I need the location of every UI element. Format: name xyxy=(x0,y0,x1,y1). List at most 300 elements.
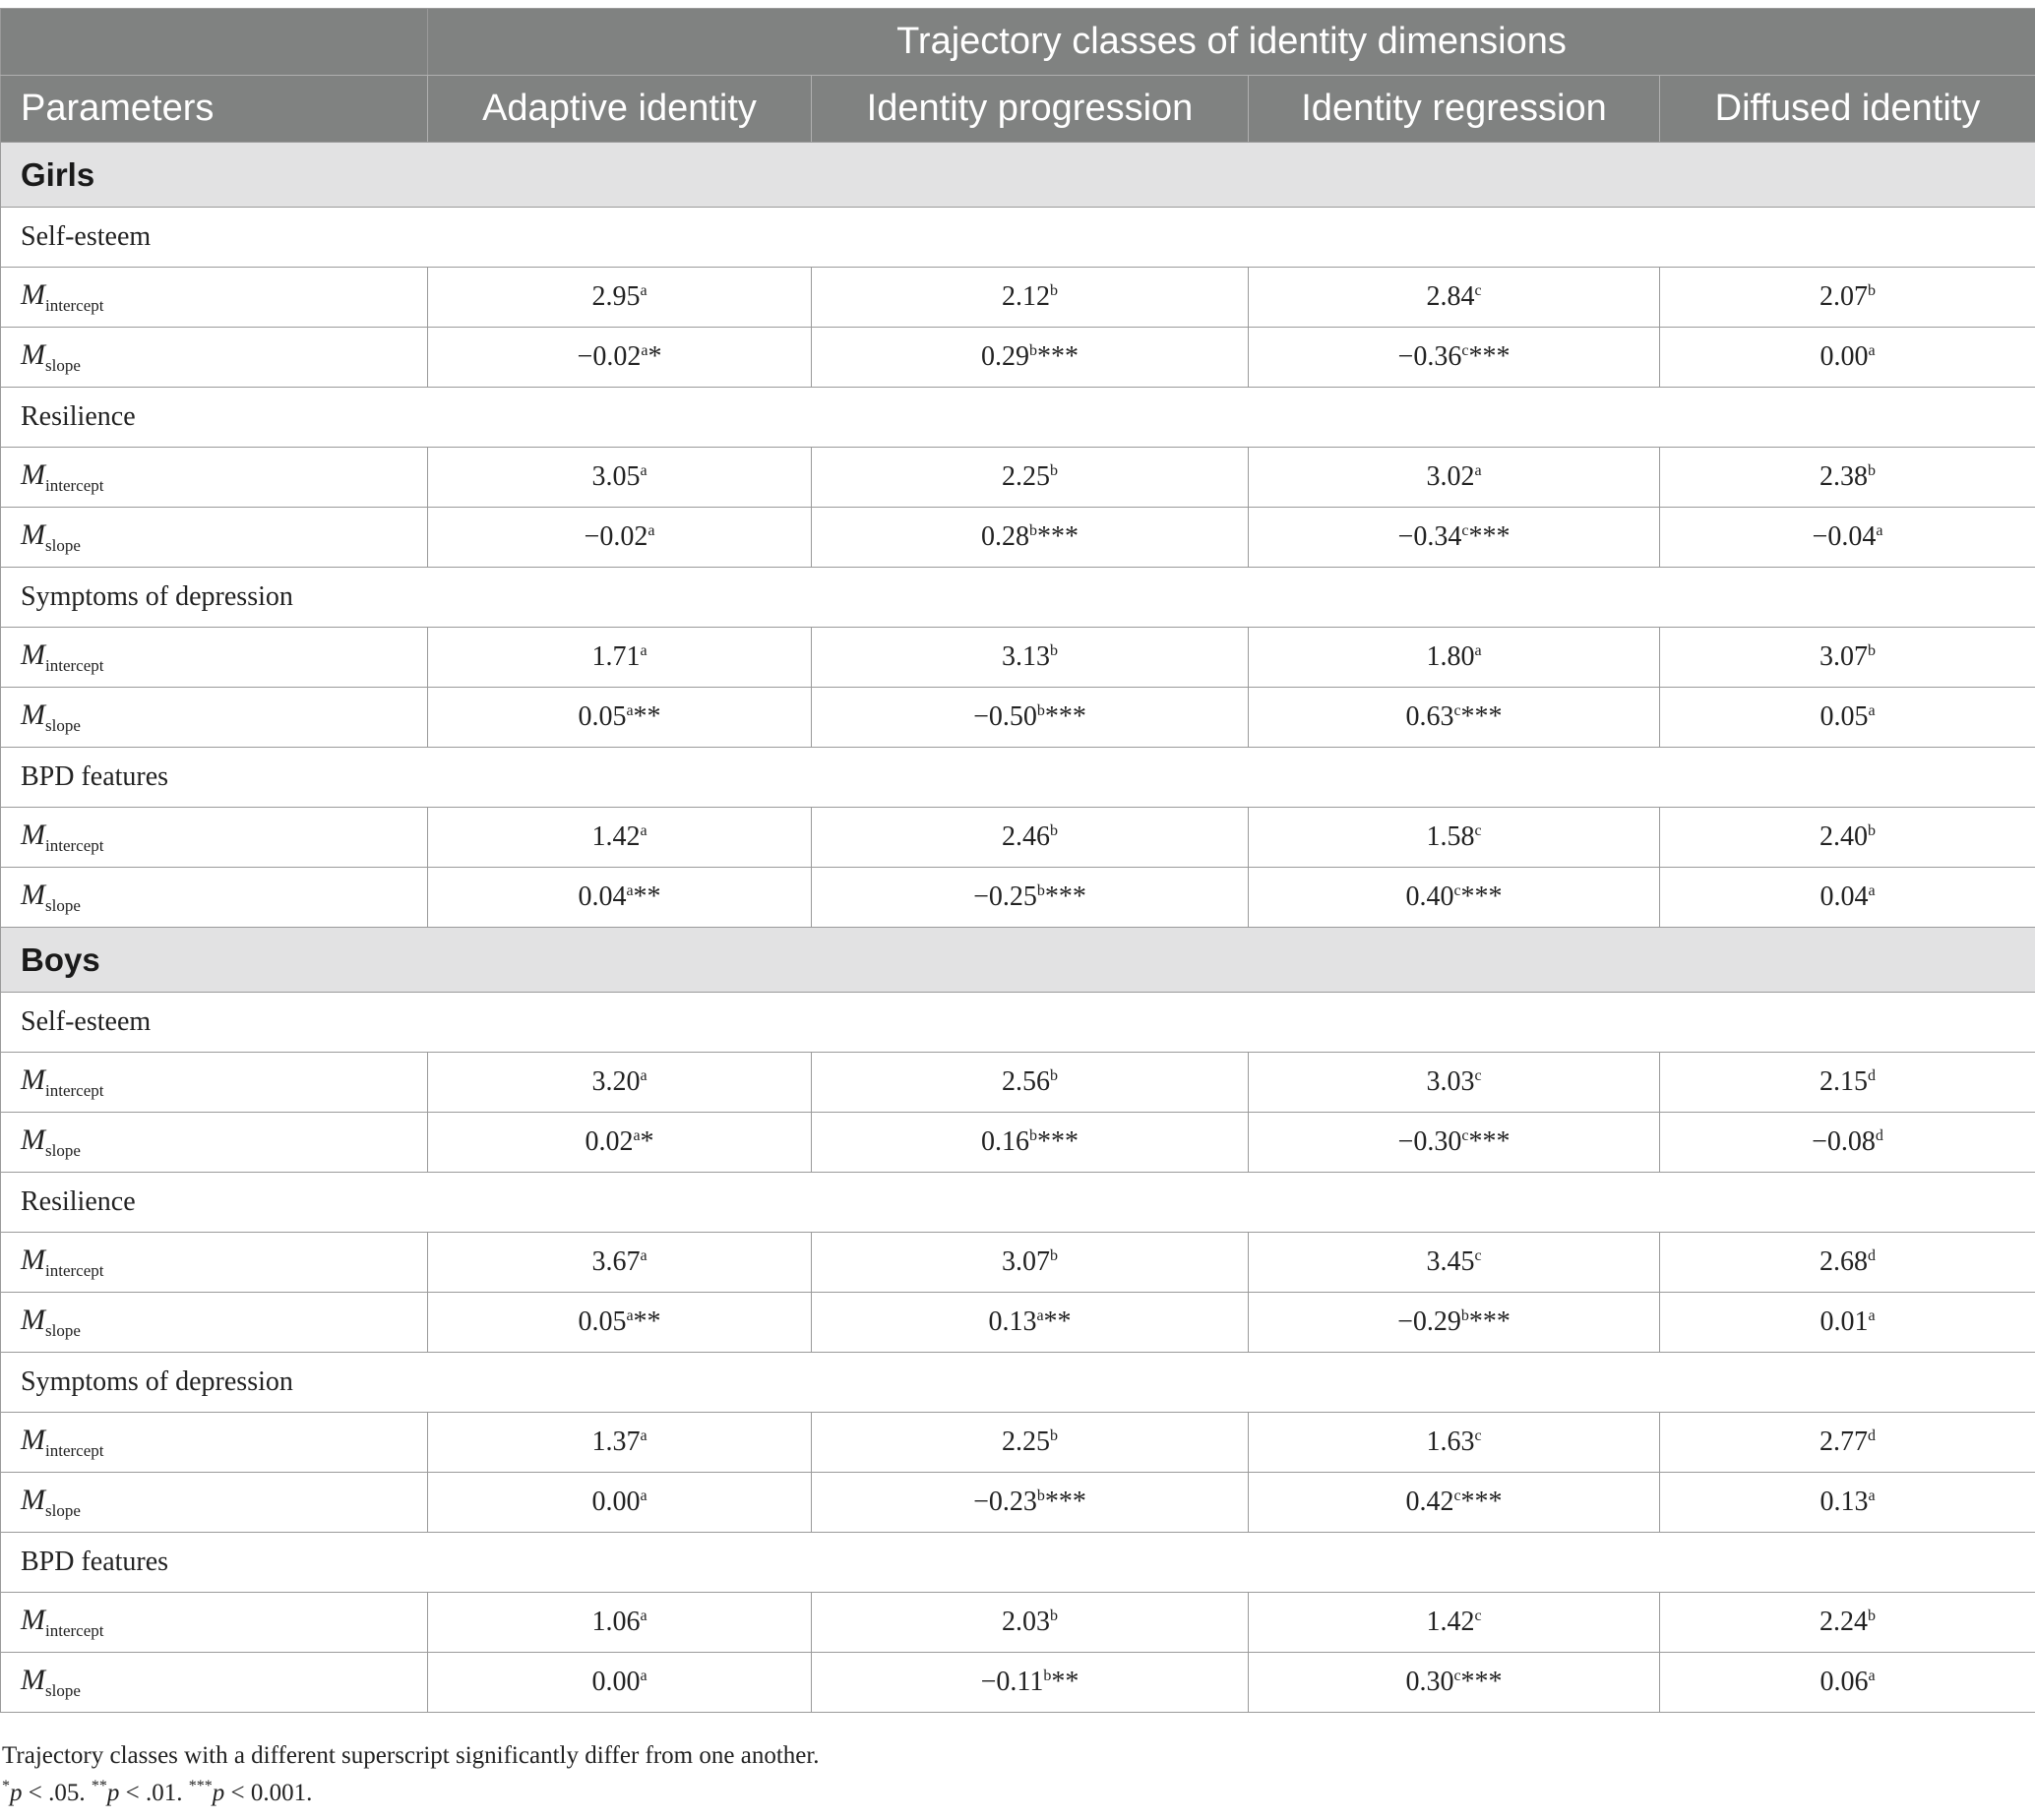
value-cell xyxy=(1660,328,2035,388)
param-cell xyxy=(1,688,428,748)
note-text-1: < .05. xyxy=(22,1780,86,1806)
cell-significance: *** xyxy=(1044,701,1086,732)
table-row xyxy=(1,1413,2035,1473)
cell-value: 2.40 xyxy=(1819,821,1868,852)
value-cell xyxy=(1249,1473,1660,1533)
measure-row xyxy=(1,568,2035,628)
cell-significance: * xyxy=(640,1126,654,1157)
cell-value: 2.68 xyxy=(1819,1246,1868,1277)
cell-superscript: c xyxy=(1474,282,1482,299)
cell-value: 0.29 xyxy=(981,341,1029,372)
cell-value: 0.13 xyxy=(1819,1486,1869,1517)
cell-value: 0.05 xyxy=(578,1306,627,1337)
cell-value: 3.13 xyxy=(1002,641,1050,672)
value-cell xyxy=(812,1293,1249,1353)
value-cell xyxy=(428,808,812,868)
cell-value: 1.42 xyxy=(591,821,641,852)
value-cell xyxy=(812,1233,1249,1293)
param-cell xyxy=(1,1053,428,1113)
cell-value: −0.36 xyxy=(1397,341,1462,372)
cell-value: 2.95 xyxy=(591,281,641,312)
cell-significance: *** xyxy=(1460,701,1503,732)
cell-superscript: b xyxy=(1050,642,1058,659)
value-cell xyxy=(812,1113,1249,1173)
cell-superscript: d xyxy=(1868,1067,1876,1084)
value-cell xyxy=(812,1473,1249,1533)
cell-value: 3.05 xyxy=(591,461,641,492)
table-row xyxy=(1,1113,2035,1173)
value-cell xyxy=(812,1413,1249,1473)
cell-value: 2.38 xyxy=(1819,461,1868,492)
param-cell xyxy=(1,1113,428,1173)
param-symbol: M xyxy=(21,1484,45,1516)
note-p-1: p xyxy=(10,1780,23,1806)
cell-superscript: a xyxy=(640,1067,648,1084)
cell-value: 2.12 xyxy=(1002,281,1050,312)
cell-superscript: c xyxy=(1474,1067,1482,1084)
cell-significance: *** xyxy=(1468,521,1511,552)
cell-value: 3.07 xyxy=(1002,1246,1050,1277)
value-cell xyxy=(428,1413,812,1473)
cell-superscript: c xyxy=(1453,1668,1461,1684)
cell-value: −0.11 xyxy=(980,1667,1044,1697)
param-symbol: M xyxy=(21,518,45,551)
cell-superscript: a xyxy=(1876,522,1883,539)
header-corner xyxy=(1,9,428,76)
cell-superscript: b xyxy=(1050,282,1058,299)
results-table-container xyxy=(0,8,2035,1713)
param-symbol: M xyxy=(21,278,45,311)
param-symbol: M xyxy=(21,1123,45,1156)
cell-superscript: a xyxy=(1868,702,1876,719)
table-row xyxy=(1,628,2035,688)
param-subscript: intercept xyxy=(45,1081,104,1100)
measure-row xyxy=(1,1353,2035,1413)
cell-value: 0.06 xyxy=(1819,1667,1869,1697)
cell-value: −0.04 xyxy=(1812,521,1877,552)
cell-superscript: c xyxy=(1461,1127,1469,1144)
value-cell xyxy=(1249,268,1660,328)
measure-label: Self-esteem xyxy=(1,208,2035,268)
note-p-2: p xyxy=(106,1780,120,1806)
cell-superscript: c xyxy=(1461,342,1469,359)
value-cell xyxy=(812,508,1249,568)
value-cell xyxy=(812,808,1249,868)
param-cell xyxy=(1,1233,428,1293)
param-cell xyxy=(1,628,428,688)
table-row xyxy=(1,688,2035,748)
column-header-regression: Identity regression xyxy=(1249,76,1660,143)
cell-value: 0.00 xyxy=(1819,341,1869,372)
table-row xyxy=(1,328,2035,388)
cell-superscript: a xyxy=(640,642,648,659)
cell-value: 0.42 xyxy=(1405,1486,1454,1517)
table-row xyxy=(1,868,2035,928)
note-text-3: < 0.001. xyxy=(224,1780,313,1806)
param-subscript: intercept xyxy=(45,1261,104,1280)
cell-value: 0.16 xyxy=(981,1126,1029,1157)
cell-superscript: b xyxy=(1050,1067,1058,1084)
cell-superscript: c xyxy=(1453,702,1461,719)
column-header-adaptive: Adaptive identity xyxy=(428,76,812,143)
value-cell xyxy=(1249,328,1660,388)
cell-value: 3.67 xyxy=(591,1246,641,1277)
group-row xyxy=(1,143,2035,208)
cell-superscript: a xyxy=(640,1668,648,1684)
header-row-columns xyxy=(1,76,2035,143)
param-subscript: intercept xyxy=(45,1621,104,1640)
column-header-diffused: Diffused identity xyxy=(1660,76,2035,143)
cell-superscript: a xyxy=(641,342,648,359)
cell-superscript: c xyxy=(1474,822,1482,839)
value-cell xyxy=(1249,1113,1660,1173)
cell-superscript: b xyxy=(1029,522,1037,539)
value-cell xyxy=(812,1053,1249,1113)
cell-superscript: a xyxy=(1868,882,1876,899)
cell-superscript: b xyxy=(1868,282,1876,299)
table-row xyxy=(1,1053,2035,1113)
measure-label: Self-esteem xyxy=(1,993,2035,1053)
cell-value: 1.37 xyxy=(591,1426,641,1457)
param-symbol: M xyxy=(21,1244,45,1276)
cell-value: 2.24 xyxy=(1819,1607,1868,1637)
value-cell xyxy=(812,268,1249,328)
value-cell xyxy=(1660,1653,2035,1713)
table-body xyxy=(1,143,2035,1713)
cell-value: −0.29 xyxy=(1397,1306,1461,1337)
cell-superscript: d xyxy=(1868,1427,1876,1444)
cell-superscript: c xyxy=(1474,1427,1482,1444)
cell-superscript: a xyxy=(640,462,648,479)
cell-superscript: a xyxy=(640,822,648,839)
cell-superscript: c xyxy=(1453,1487,1461,1504)
cell-superscript: b xyxy=(1868,642,1876,659)
table-row xyxy=(1,1593,2035,1653)
cell-significance: *** xyxy=(1037,1126,1079,1157)
cell-significance: ** xyxy=(1043,1306,1072,1337)
value-cell xyxy=(428,448,812,508)
param-symbol: M xyxy=(21,1063,45,1096)
measure-label: BPD features xyxy=(1,748,2035,808)
cell-value: 0.01 xyxy=(1819,1306,1869,1337)
cell-value: 3.20 xyxy=(591,1066,641,1097)
param-symbol: M xyxy=(21,819,45,851)
cell-superscript: b xyxy=(1029,1127,1037,1144)
cell-superscript: b xyxy=(1036,882,1045,899)
param-subscript: slope xyxy=(45,356,81,375)
param-cell xyxy=(1,1473,428,1533)
group-row xyxy=(1,928,2035,993)
param-subscript: intercept xyxy=(45,656,104,675)
cell-superscript: a xyxy=(640,282,648,299)
value-cell xyxy=(428,868,812,928)
value-cell xyxy=(428,1653,812,1713)
param-subscript: intercept xyxy=(45,476,104,495)
note-significance xyxy=(2,1775,820,1812)
cell-value: −0.25 xyxy=(973,881,1037,912)
cell-value: −0.23 xyxy=(973,1486,1037,1517)
param-subscript: intercept xyxy=(45,296,104,315)
value-cell xyxy=(1660,1593,2035,1653)
value-cell xyxy=(1660,868,2035,928)
cell-significance: ** xyxy=(633,701,661,732)
value-cell xyxy=(428,1113,812,1173)
note-p-3: p xyxy=(212,1780,225,1806)
param-symbol: M xyxy=(21,338,45,371)
cell-superscript: b xyxy=(1868,462,1876,479)
measure-row xyxy=(1,388,2035,448)
cell-value: 2.25 xyxy=(1002,1426,1050,1457)
cell-value: −0.02 xyxy=(584,521,648,552)
param-symbol: M xyxy=(21,698,45,731)
cell-value: 1.63 xyxy=(1426,1426,1475,1457)
cell-value: 2.25 xyxy=(1002,461,1050,492)
cell-value: 0.00 xyxy=(591,1486,641,1517)
note-star-1: * xyxy=(2,1778,10,1794)
value-cell xyxy=(1660,628,2035,688)
cell-superscript: c xyxy=(1474,1247,1482,1264)
cell-value: 0.04 xyxy=(578,881,627,912)
cell-value: 2.77 xyxy=(1819,1426,1868,1457)
cell-value: 0.13 xyxy=(988,1306,1037,1337)
value-cell xyxy=(1249,1233,1660,1293)
cell-superscript: a xyxy=(648,522,655,539)
cell-superscript: b xyxy=(1050,822,1058,839)
cell-superscript: c xyxy=(1461,522,1469,539)
cell-value: −0.08 xyxy=(1812,1126,1876,1157)
value-cell xyxy=(1660,1053,2035,1113)
cell-value: 1.71 xyxy=(591,641,641,672)
cell-superscript: a xyxy=(1474,462,1482,479)
cell-superscript: b xyxy=(1050,1247,1058,1264)
cell-superscript: b xyxy=(1868,822,1876,839)
cell-value: −0.02 xyxy=(577,341,642,372)
cell-value: 1.80 xyxy=(1426,641,1475,672)
cell-significance: *** xyxy=(1037,341,1079,372)
value-cell xyxy=(428,1473,812,1533)
value-cell xyxy=(428,268,812,328)
cell-value: 0.00 xyxy=(591,1667,641,1697)
cell-value: 0.02 xyxy=(585,1126,634,1157)
value-cell xyxy=(1249,868,1660,928)
note-superscript: Trajectory classes with a different superscript significantly differ from one another. xyxy=(2,1742,820,1769)
measure-label: Resilience xyxy=(1,1173,2035,1233)
results-table xyxy=(0,8,2035,1713)
cell-superscript: d xyxy=(1875,1127,1883,1144)
measure-label: BPD features xyxy=(1,1533,2035,1593)
cell-value: 2.07 xyxy=(1819,281,1868,312)
measure-label: Resilience xyxy=(1,388,2035,448)
param-symbol: M xyxy=(21,458,45,491)
cell-superscript: a xyxy=(626,1307,634,1324)
cell-value: 2.84 xyxy=(1426,281,1475,312)
cell-value: 1.58 xyxy=(1426,821,1475,852)
cell-value: 2.46 xyxy=(1002,821,1050,852)
cell-significance: *** xyxy=(1468,1126,1511,1157)
param-cell xyxy=(1,328,428,388)
value-cell xyxy=(812,328,1249,388)
value-cell xyxy=(1660,1473,2035,1533)
cell-superscript: a xyxy=(640,1608,648,1624)
value-cell xyxy=(1660,688,2035,748)
value-cell xyxy=(1249,448,1660,508)
value-cell xyxy=(1249,808,1660,868)
value-cell xyxy=(1660,1413,2035,1473)
cell-significance: ** xyxy=(633,1306,661,1337)
value-cell xyxy=(812,628,1249,688)
value-cell xyxy=(428,328,812,388)
value-cell xyxy=(428,508,812,568)
cell-superscript: b xyxy=(1460,1307,1469,1324)
cell-superscript: b xyxy=(1050,1427,1058,1444)
cell-value: 2.56 xyxy=(1002,1066,1050,1097)
cell-significance: *** xyxy=(1044,1486,1086,1517)
value-cell xyxy=(812,868,1249,928)
cell-superscript: b xyxy=(1043,1668,1052,1684)
cell-superscript: d xyxy=(1868,1247,1876,1264)
group-label: Girls xyxy=(1,143,2035,208)
measure-row xyxy=(1,1173,2035,1233)
cell-superscript: a xyxy=(1868,1487,1876,1504)
param-subscript: slope xyxy=(45,1321,81,1340)
cell-significance: *** xyxy=(1044,881,1086,912)
param-subscript: slope xyxy=(45,1141,81,1160)
cell-significance: ** xyxy=(633,881,661,912)
cell-significance: *** xyxy=(1460,881,1503,912)
cell-significance: ** xyxy=(1051,1667,1079,1697)
cell-value: 1.06 xyxy=(591,1607,641,1637)
value-cell xyxy=(428,1233,812,1293)
group-label: Boys xyxy=(1,928,2035,993)
value-cell xyxy=(1249,1413,1660,1473)
cell-value: −0.30 xyxy=(1397,1126,1462,1157)
cell-significance: *** xyxy=(1037,521,1079,552)
cell-superscript: a xyxy=(640,1487,648,1504)
value-cell xyxy=(1660,1233,2035,1293)
param-cell xyxy=(1,1413,428,1473)
cell-superscript: c xyxy=(1474,1608,1482,1624)
param-subscript: intercept xyxy=(45,836,104,855)
table-row xyxy=(1,1653,2035,1713)
value-cell xyxy=(428,1053,812,1113)
cell-superscript: a xyxy=(1868,342,1876,359)
value-cell xyxy=(428,688,812,748)
cell-superscript: c xyxy=(1453,882,1461,899)
table-row xyxy=(1,1473,2035,1533)
note-star-3: *** xyxy=(188,1778,213,1794)
value-cell xyxy=(1249,1653,1660,1713)
cell-value: 0.40 xyxy=(1405,881,1454,912)
param-subscript: slope xyxy=(45,896,81,915)
note-star-2: ** xyxy=(91,1778,107,1794)
value-cell xyxy=(428,1293,812,1353)
measure-row xyxy=(1,748,2035,808)
cell-value: 3.45 xyxy=(1426,1246,1475,1277)
measure-row xyxy=(1,208,2035,268)
measure-label: Symptoms of depression xyxy=(1,568,2035,628)
column-header-progression: Identity progression xyxy=(812,76,1249,143)
param-subscript: slope xyxy=(45,1681,81,1700)
value-cell xyxy=(1249,1293,1660,1353)
header-row-title xyxy=(1,9,2035,76)
table-title: Trajectory classes of identity dimensions xyxy=(428,9,2035,76)
cell-value: 2.03 xyxy=(1002,1607,1050,1637)
value-cell xyxy=(1249,1053,1660,1113)
param-cell xyxy=(1,268,428,328)
cell-superscript: a xyxy=(1474,642,1482,659)
table-row xyxy=(1,1233,2035,1293)
value-cell xyxy=(1660,448,2035,508)
value-cell xyxy=(1660,508,2035,568)
cell-superscript: b xyxy=(1050,1608,1058,1624)
cell-value: −0.50 xyxy=(973,701,1037,732)
value-cell xyxy=(1249,508,1660,568)
cell-superscript: b xyxy=(1036,1487,1045,1504)
measure-row xyxy=(1,1533,2035,1593)
cell-value: 0.05 xyxy=(578,701,627,732)
table-row xyxy=(1,1293,2035,1353)
table-row xyxy=(1,808,2035,868)
value-cell xyxy=(812,1593,1249,1653)
cell-value: 2.15 xyxy=(1819,1066,1868,1097)
cell-value: 0.04 xyxy=(1819,881,1869,912)
cell-superscript: a xyxy=(1868,1307,1876,1324)
cell-superscript: b xyxy=(1029,342,1037,359)
cell-value: 3.07 xyxy=(1819,641,1868,672)
cell-significance: *** xyxy=(1460,1486,1503,1517)
value-cell xyxy=(1249,688,1660,748)
cell-superscript: a xyxy=(1868,1668,1876,1684)
cell-value: 0.63 xyxy=(1405,701,1454,732)
value-cell xyxy=(812,448,1249,508)
cell-superscript: a xyxy=(626,882,634,899)
cell-value: 3.02 xyxy=(1426,461,1475,492)
param-subscript: intercept xyxy=(45,1441,104,1460)
param-header: Parameters xyxy=(1,76,428,143)
param-subscript: slope xyxy=(45,536,81,555)
param-cell xyxy=(1,868,428,928)
cell-value: 0.05 xyxy=(1819,701,1869,732)
cell-value: −0.34 xyxy=(1397,521,1462,552)
cell-significance: *** xyxy=(1468,341,1511,372)
value-cell xyxy=(812,688,1249,748)
cell-superscript: b xyxy=(1036,702,1045,719)
value-cell xyxy=(1249,1593,1660,1653)
note-text-2: < .01. xyxy=(119,1780,183,1806)
param-subscript: slope xyxy=(45,716,81,735)
cell-significance: *** xyxy=(1460,1667,1503,1697)
param-cell xyxy=(1,1653,428,1713)
cell-value: 0.28 xyxy=(981,521,1029,552)
value-cell xyxy=(1660,1293,2035,1353)
cell-value: 0.30 xyxy=(1405,1667,1454,1697)
param-cell xyxy=(1,1593,428,1653)
measure-label: Symptoms of depression xyxy=(1,1353,2035,1413)
cell-superscript: a xyxy=(633,1127,641,1144)
cell-superscript: a xyxy=(640,1427,648,1444)
param-subscript: slope xyxy=(45,1501,81,1520)
table-row xyxy=(1,448,2035,508)
cell-superscript: a xyxy=(640,1247,648,1264)
cell-significance: *** xyxy=(1468,1306,1511,1337)
value-cell xyxy=(428,1593,812,1653)
param-cell xyxy=(1,508,428,568)
value-cell xyxy=(1249,628,1660,688)
param-symbol: M xyxy=(21,1664,45,1696)
cell-superscript: b xyxy=(1050,462,1058,479)
table-row xyxy=(1,508,2035,568)
table-notes xyxy=(2,1737,820,1812)
